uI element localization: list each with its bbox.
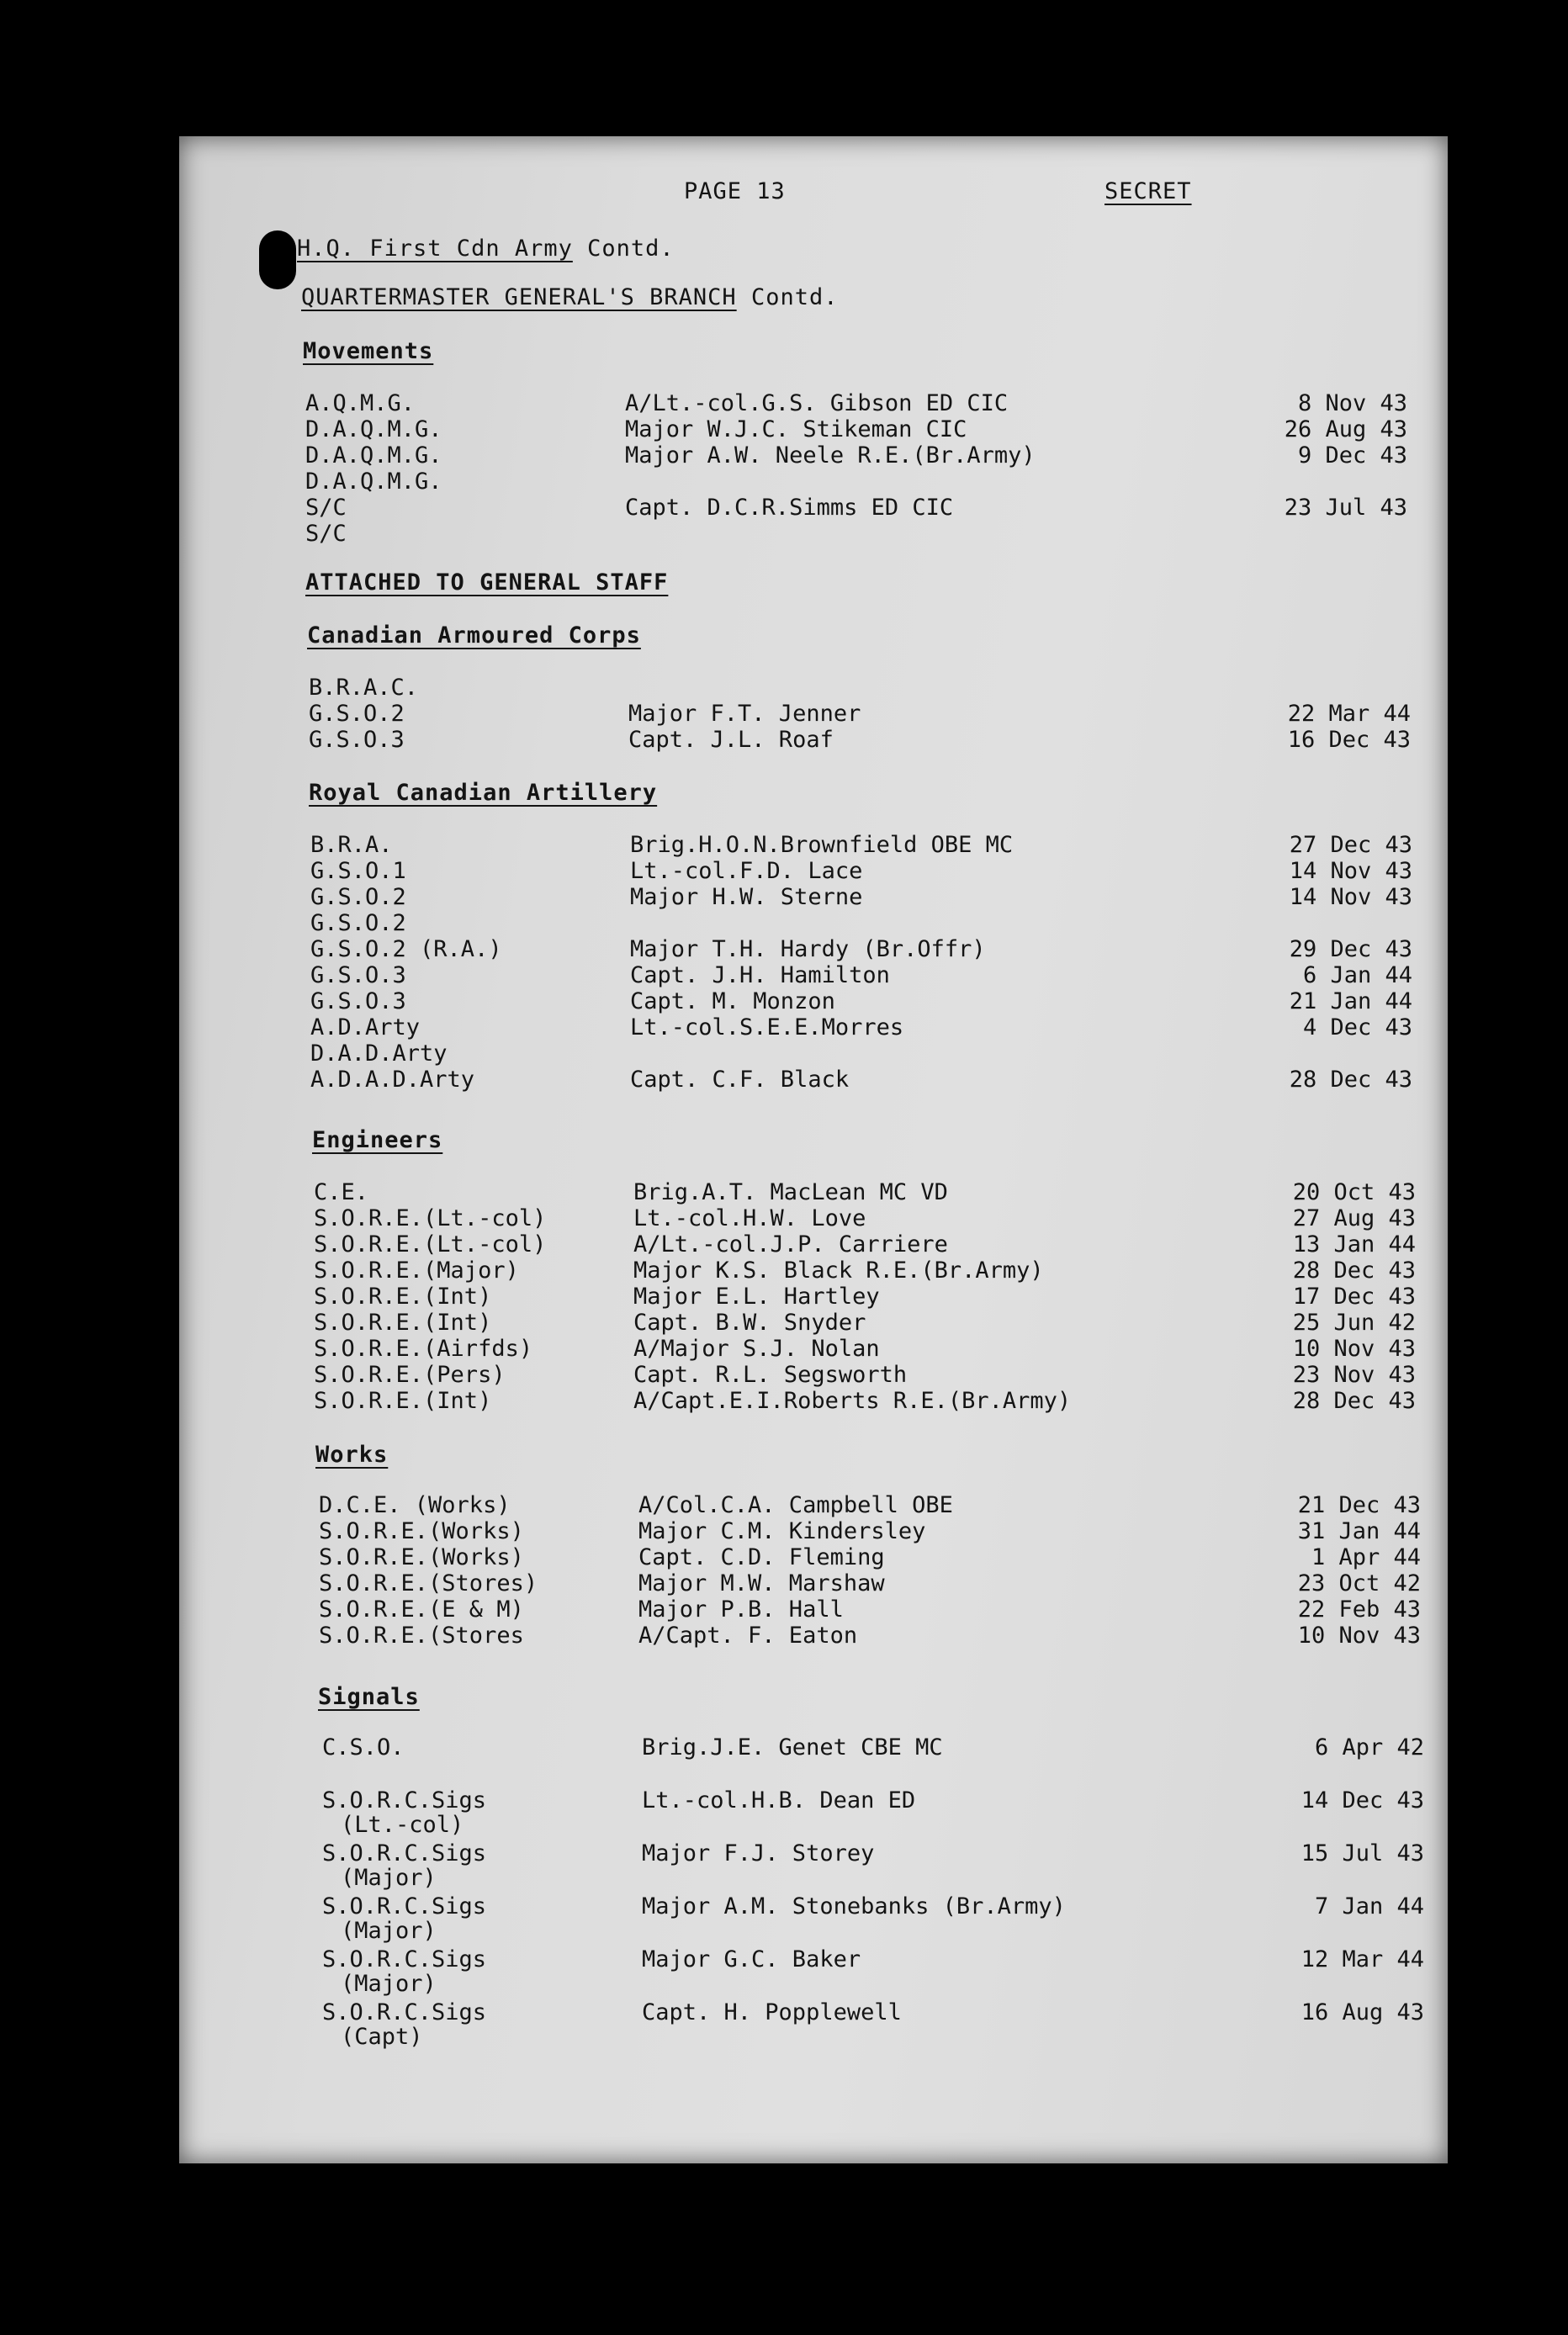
table-row <box>196 1999 1465 2050</box>
officer-name-cell: A/Major S.J. Nolan <box>633 1336 880 1362</box>
page-label: PAGE 13 <box>684 178 786 204</box>
document-sheet <box>179 136 1448 2163</box>
appointment-cell <box>310 884 630 910</box>
officer-name-cell: Capt. C.D. Fleming <box>638 1544 885 1570</box>
appointment-label: C.S.O. <box>322 1734 405 1761</box>
date-cell: 21 Jan 44 <box>1289 988 1412 1014</box>
officer-name-cell: Major A.W. Neele R.E.(Br.Army) <box>625 442 1036 469</box>
table-row <box>179 416 1448 445</box>
officer-name-cell: Major E.L. Hartley <box>633 1284 880 1310</box>
appointment-cell <box>319 1544 638 1570</box>
officer-name-cell: Lt.-col.H.W. Love <box>633 1205 866 1231</box>
appointment-cell <box>305 495 625 521</box>
table-row <box>196 1787 1465 1838</box>
table-row <box>184 988 1453 1017</box>
appointment-cell <box>314 1362 633 1388</box>
officer-name-cell: Major G.C. Baker <box>642 1946 861 1972</box>
branch-name: QUARTERMASTER GENERAL'S BRANCH <box>301 284 737 310</box>
table-row <box>196 1840 1465 1891</box>
table-row <box>193 1623 1461 1651</box>
appointment-label: S.O.R.E.(Pers) <box>314 1362 506 1388</box>
section-title-movements: Movements <box>303 338 434 364</box>
appointment-label: G.S.O.2 <box>310 910 406 936</box>
officer-name-cell: Lt.-col.H.B. Dean ED <box>642 1787 916 1813</box>
appointment-cell <box>319 1623 638 1649</box>
appointment-label: B.R.A.C. <box>309 675 419 701</box>
appointment-label: S/C <box>305 521 347 547</box>
date-cell: 16 Dec 43 <box>1287 727 1411 753</box>
appointment-label: D.A.D.Arty <box>310 1040 448 1067</box>
date-cell: 27 Dec 43 <box>1289 832 1412 858</box>
officer-name-cell: Capt. R.L. Segsworth <box>633 1362 908 1388</box>
classification-label: SECRET <box>1104 178 1192 204</box>
date-cell: 10 Nov 43 <box>1292 1336 1416 1362</box>
appointment-cell <box>314 1310 633 1336</box>
appointment-label: G.S.O.2 <box>310 884 406 910</box>
date-cell: 7 Jan 44 <box>1314 1893 1424 1919</box>
date-cell: 28 Dec 43 <box>1292 1258 1416 1284</box>
date-cell: 16 Aug 43 <box>1300 1999 1424 2025</box>
appointment-label: D.A.Q.M.G. <box>305 469 442 495</box>
unit-heading <box>297 236 675 262</box>
table-row <box>183 675 1451 703</box>
officer-name-cell: Major F.J. Storey <box>642 1840 875 1866</box>
date-cell: 4 Dec 43 <box>1302 1014 1412 1040</box>
appointment-cell <box>314 1231 633 1258</box>
appointment-label: S.O.R.C.Sigs <box>322 1999 487 2025</box>
appointment-label: G.S.O.2 <box>309 701 405 727</box>
appointment-cell <box>310 936 630 962</box>
appointment-cell <box>319 1492 638 1518</box>
date-cell: 14 Dec 43 <box>1300 1787 1424 1813</box>
table-row <box>184 1014 1453 1043</box>
appointment-label: D.C.E. (Works) <box>319 1492 511 1518</box>
section-title-armoured: Canadian Armoured Corps <box>307 622 641 649</box>
section-title-signals: Signals <box>318 1684 420 1710</box>
appointment-label: S.O.R.E.(Airfds) <box>314 1336 533 1362</box>
table-row <box>188 1310 1456 1338</box>
appointment-cell <box>319 1596 638 1623</box>
appointment-label: S.O.R.E.(Int) <box>314 1388 492 1414</box>
table-row <box>183 727 1451 755</box>
appointment-cell <box>322 1999 642 2050</box>
officer-name-cell: Brig.H.O.N.Brownfield OBE MC <box>630 832 1014 858</box>
appointment-rank: (Capt) <box>341 2024 423 2050</box>
officer-name-cell: Lt.-col.S.E.E.Morres <box>630 1014 904 1040</box>
date-cell: 15 Jul 43 <box>1300 1840 1424 1866</box>
appointment-label: S.O.R.E.(Works) <box>319 1544 524 1570</box>
date-cell: 20 Oct 43 <box>1292 1179 1416 1205</box>
table-row <box>193 1492 1461 1521</box>
appointment-label: A.D.A.D.Arty <box>310 1067 475 1093</box>
appointment-cell <box>319 1518 638 1544</box>
table-row <box>188 1362 1456 1390</box>
date-cell: 14 Nov 43 <box>1289 884 1412 910</box>
appointment-label: D.A.Q.M.G. <box>305 442 442 469</box>
date-cell: 14 Nov 43 <box>1289 858 1412 884</box>
appointment-cell <box>309 701 628 727</box>
appointment-cell <box>305 521 625 547</box>
date-cell: 22 Mar 44 <box>1287 701 1411 727</box>
date-cell: 22 Feb 43 <box>1297 1596 1421 1623</box>
branch-heading <box>301 284 838 310</box>
officer-name-cell: A/Col.C.A. Campbell OBE <box>638 1492 953 1518</box>
appointment-label: A.D.Arty <box>310 1014 421 1040</box>
section-title-artillery: Royal Canadian Artillery <box>309 780 658 806</box>
officer-name-cell: Major W.J.C. Stikeman CIC <box>625 416 967 442</box>
appointment-cell <box>314 1284 633 1310</box>
date-cell: 12 Mar 44 <box>1300 1946 1424 1972</box>
table-row <box>193 1596 1461 1625</box>
officer-name-cell: Capt. J.H. Hamilton <box>630 962 890 988</box>
appointment-label: S.O.R.E.(Works) <box>319 1518 524 1544</box>
appointment-cell <box>314 1388 633 1414</box>
appointment-label: G.S.O.2 (R.A.) <box>310 936 502 962</box>
appointment-cell <box>319 1570 638 1596</box>
date-cell: 9 Dec 43 <box>1297 442 1407 469</box>
date-cell: 23 Nov 43 <box>1292 1362 1416 1388</box>
date-cell: 28 Dec 43 <box>1289 1067 1412 1093</box>
unit-name: H.Q. First Cdn Army <box>297 236 573 262</box>
appointment-label: S/C <box>305 495 347 521</box>
appointment-cell <box>322 1946 642 1997</box>
appointment-label: S.O.R.E.(Lt.-col) <box>314 1231 547 1258</box>
appointment-label: G.S.O.3 <box>310 988 406 1014</box>
appointment-rank: (Lt.-col) <box>341 1812 464 1838</box>
date-cell: 17 Dec 43 <box>1292 1284 1416 1310</box>
table-row <box>193 1544 1461 1573</box>
table-row <box>193 1570 1461 1599</box>
appointment-label: B.R.A. <box>310 832 393 858</box>
table-row <box>179 469 1448 497</box>
appointment-label: D.A.Q.M.G. <box>305 416 442 442</box>
table-row <box>184 832 1453 860</box>
officer-name-cell: A/Capt. F. Eaton <box>638 1623 858 1649</box>
officer-name-cell: Capt. M. Monzon <box>630 988 835 1014</box>
appointment-cell <box>310 988 630 1014</box>
table-row <box>188 1205 1456 1234</box>
date-cell: 26 Aug 43 <box>1284 416 1407 442</box>
officer-name-cell: Major C.M. Kindersley <box>638 1518 926 1544</box>
date-cell: 25 Jun 42 <box>1292 1310 1416 1336</box>
appointment-cell <box>310 1014 630 1040</box>
table-row <box>184 884 1453 913</box>
officer-name-cell: Major F.T. Jenner <box>628 701 861 727</box>
section-title-works: Works <box>315 1442 389 1468</box>
date-cell: 13 Jan 44 <box>1292 1231 1416 1258</box>
appointment-label: C.E. <box>314 1179 369 1205</box>
table-row <box>179 442 1448 471</box>
appointment-cell <box>305 390 625 416</box>
appointment-cell <box>305 416 625 442</box>
appointment-label: A.Q.M.G. <box>305 390 416 416</box>
table-row <box>188 1284 1456 1312</box>
officer-name-cell: A/Lt.-col.G.S. Gibson ED CIC <box>625 390 1009 416</box>
table-row <box>184 1067 1453 1095</box>
officer-name-cell: Capt. J.L. Roaf <box>628 727 834 753</box>
branch-suffix: Contd. <box>750 284 839 310</box>
appointment-cell <box>309 727 628 753</box>
table-row <box>188 1336 1456 1364</box>
date-cell: 28 Dec 43 <box>1292 1388 1416 1414</box>
appointment-rank: (Major) <box>341 1971 437 1997</box>
punch-hole <box>259 230 296 289</box>
unit-suffix: Contd. <box>587 236 675 262</box>
appointment-cell <box>310 962 630 988</box>
date-cell: 10 Nov 43 <box>1297 1623 1421 1649</box>
officer-name-cell: Major K.S. Black R.E.(Br.Army) <box>633 1258 1044 1284</box>
date-cell: 31 Jan 44 <box>1297 1518 1421 1544</box>
officer-name-cell: Major A.M. Stonebanks (Br.Army) <box>642 1893 1066 1919</box>
appointment-cell <box>314 1258 633 1284</box>
officer-name-cell: Major T.H. Hardy (Br.Offr) <box>630 936 986 962</box>
table-row <box>179 521 1448 549</box>
date-cell: 6 Apr 42 <box>1314 1734 1424 1761</box>
date-cell: 1 Apr 44 <box>1311 1544 1421 1570</box>
appointment-cell <box>305 469 625 495</box>
table-row <box>188 1258 1456 1286</box>
date-cell: 29 Dec 43 <box>1289 936 1412 962</box>
appointment-cell <box>305 442 625 469</box>
appointment-cell <box>322 1893 642 1944</box>
table-row <box>184 936 1453 965</box>
table-row <box>188 1388 1456 1416</box>
appointment-label: S.O.R.C.Sigs <box>322 1946 487 1972</box>
appointment-label: S.O.R.E.(Int) <box>314 1284 492 1310</box>
appointment-label: S.O.R.E.(Int) <box>314 1310 492 1336</box>
officer-name-cell: Lt.-col.F.D. Lace <box>630 858 863 884</box>
appointment-label: S.O.R.E.(Stores <box>319 1623 524 1649</box>
date-cell: 23 Oct 42 <box>1297 1570 1421 1596</box>
appointment-label: G.S.O.1 <box>310 858 406 884</box>
appointment-label: S.O.R.E.(E & M) <box>319 1596 524 1623</box>
appointment-cell <box>322 1734 642 1759</box>
table-row <box>183 701 1451 729</box>
officer-name-cell: Brig.A.T. MacLean MC VD <box>633 1179 948 1205</box>
officer-name-cell: Major M.W. Marshaw <box>638 1570 885 1596</box>
officer-name-cell: A/Lt.-col.J.P. Carriere <box>633 1231 948 1258</box>
appointment-cell <box>322 1840 642 1891</box>
appointment-cell <box>310 858 630 884</box>
appointment-cell <box>322 1787 642 1838</box>
table-row <box>188 1231 1456 1260</box>
appointment-cell <box>309 675 628 701</box>
appointment-rank: (Major) <box>341 1865 437 1891</box>
officer-name-cell: Capt. B.W. Snyder <box>633 1310 866 1336</box>
table-row <box>179 495 1448 523</box>
table-row <box>193 1518 1461 1547</box>
appointment-cell <box>314 1179 633 1205</box>
appointment-label: S.O.R.C.Sigs <box>322 1787 487 1813</box>
appointment-label: S.O.R.C.Sigs <box>322 1840 487 1866</box>
appointment-cell <box>310 1040 630 1067</box>
section-title-attached: ATTACHED TO GENERAL STAFF <box>305 569 669 596</box>
officer-name-cell: Capt. H. Popplewell <box>642 1999 902 2025</box>
date-cell: 6 Jan 44 <box>1302 962 1412 988</box>
date-cell: 21 Dec 43 <box>1297 1492 1421 1518</box>
table-row <box>184 858 1453 887</box>
appointment-cell <box>314 1205 633 1231</box>
appointment-label: S.O.R.E.(Lt.-col) <box>314 1205 547 1231</box>
appointment-label: S.O.R.C.Sigs <box>322 1893 487 1919</box>
officer-name-cell: A/Capt.E.I.Roberts R.E.(Br.Army) <box>633 1388 1072 1414</box>
table-row <box>184 1040 1453 1069</box>
appointment-cell <box>310 832 630 858</box>
appointment-label: S.O.R.E.(Stores) <box>319 1570 538 1596</box>
officer-name-cell: Brig.J.E. Genet CBE MC <box>642 1734 943 1761</box>
appointment-label: G.S.O.3 <box>310 962 406 988</box>
officer-name-cell: Capt. C.F. Black <box>630 1067 850 1093</box>
appointment-cell <box>314 1336 633 1362</box>
date-cell: 23 Jul 43 <box>1284 495 1407 521</box>
appointment-rank: (Major) <box>341 1918 437 1944</box>
table-row <box>196 1734 1465 1763</box>
appointment-cell <box>310 1067 630 1093</box>
table-row <box>196 1946 1465 1997</box>
table-row <box>196 1893 1465 1944</box>
officer-name-cell: Capt. D.C.R.Simms ED CIC <box>625 495 954 521</box>
appointment-label: S.O.R.E.(Major) <box>314 1258 519 1284</box>
date-cell: 8 Nov 43 <box>1297 390 1407 416</box>
section-title-engineers: Engineers <box>312 1127 443 1153</box>
appointment-label: G.S.O.3 <box>309 727 405 753</box>
table-row <box>188 1179 1456 1208</box>
date-cell: 27 Aug 43 <box>1292 1205 1416 1231</box>
officer-name-cell: Major P.B. Hall <box>638 1596 844 1623</box>
table-row <box>184 910 1453 939</box>
table-row <box>184 962 1453 991</box>
table-row <box>179 390 1448 419</box>
appointment-cell <box>310 910 630 936</box>
officer-name-cell: Major H.W. Sterne <box>630 884 863 910</box>
